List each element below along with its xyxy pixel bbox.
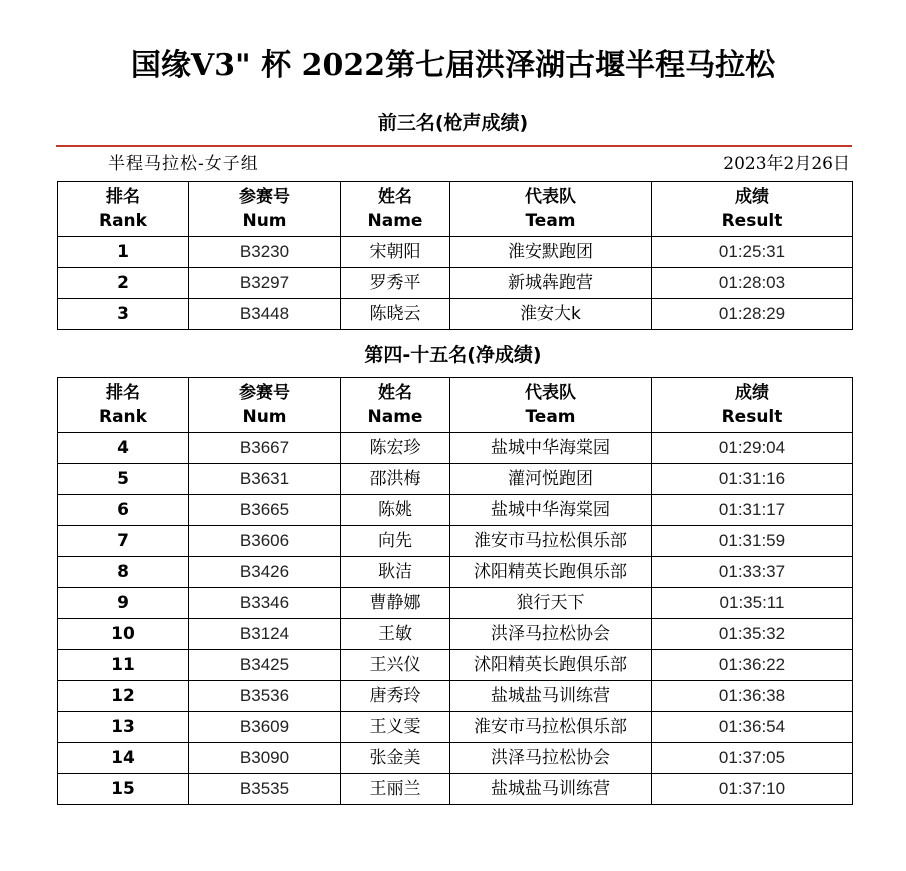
result-cell: 01:31:16	[652, 464, 853, 495]
section-title-top3: 前三名(枪声成绩)	[377, 112, 529, 134]
team-cell: 沭阳精英长跑俱乐部	[450, 557, 652, 588]
num-cell: B3297	[189, 268, 341, 299]
table-row	[58, 588, 853, 619]
name-cell: 宋朝阳	[341, 237, 450, 268]
result-cell: 01:36:54	[652, 712, 853, 743]
num-cell: B3535	[189, 774, 341, 805]
name-cell: 陈晓云	[341, 299, 450, 330]
result-cell: 01:37:05	[652, 743, 853, 774]
name-cell: 向先	[341, 526, 450, 557]
result-cell: 01:29:04	[652, 433, 853, 464]
team-cell: 盐城盐马训练营	[450, 774, 652, 805]
rank-cell: 9	[58, 588, 189, 619]
rank-cell: 5	[58, 464, 189, 495]
rank-cell: 2	[58, 268, 189, 299]
team-cell: 新城犇跑营	[450, 268, 652, 299]
result-header: 成绩 Result	[652, 182, 853, 237]
team-cell: 洪泽马拉松协会	[450, 743, 652, 774]
result-cell: 01:36:22	[652, 650, 853, 681]
table-row	[58, 650, 853, 681]
name-header: 姓名 Name	[341, 182, 450, 237]
table-row	[58, 464, 853, 495]
result-cell: 01:31:59	[652, 526, 853, 557]
team-cell: 盐城中华海棠园	[450, 495, 652, 526]
num-cell: B3606	[189, 526, 341, 557]
num-header: 参赛号 Num	[189, 182, 341, 237]
rest-table	[57, 377, 853, 805]
num-cell: B3448	[189, 299, 341, 330]
team-cell: 淮安大k	[450, 299, 652, 330]
group-label: 半程马拉松-女子组	[108, 154, 259, 174]
team-cell: 淮安市马拉松俱乐部	[450, 712, 652, 743]
table-row	[58, 237, 853, 268]
table-row	[58, 526, 853, 557]
result-cell: 01:31:17	[652, 495, 853, 526]
num-cell: B3425	[189, 650, 341, 681]
result-cell: 01:35:32	[652, 619, 853, 650]
num-cell: B3090	[189, 743, 341, 774]
rank-cell: 6	[58, 495, 189, 526]
num-cell: B3536	[189, 681, 341, 712]
team-cell: 狼行天下	[450, 588, 652, 619]
num-cell: B3667	[189, 433, 341, 464]
num-cell: B3631	[189, 464, 341, 495]
team-header: 代表队 Team	[450, 182, 652, 237]
rank-header: 排名 Rank	[58, 378, 189, 433]
team-cell: 灌河悦跑团	[450, 464, 652, 495]
num-cell: B3346	[189, 588, 341, 619]
header-row	[58, 378, 853, 433]
name-cell: 王兴仪	[341, 650, 450, 681]
name-cell: 陈宏珍	[341, 433, 450, 464]
table-row	[58, 712, 853, 743]
table-row	[58, 299, 853, 330]
section-title-rest: 第四-十五名(净成绩)	[364, 344, 542, 366]
result-cell: 01:37:10	[652, 774, 853, 805]
result-cell: 01:28:29	[652, 299, 853, 330]
result-cell: 01:25:31	[652, 237, 853, 268]
result-cell: 01:35:11	[652, 588, 853, 619]
rank-cell: 4	[58, 433, 189, 464]
team-cell: 洪泽马拉松协会	[450, 619, 652, 650]
rank-cell: 8	[58, 557, 189, 588]
header-row	[58, 182, 853, 237]
rank-cell: 10	[58, 619, 189, 650]
name-cell: 唐秀玲	[341, 681, 450, 712]
result-cell: 01:28:03	[652, 268, 853, 299]
team-cell: 沭阳精英长跑俱乐部	[450, 650, 652, 681]
table-row	[58, 557, 853, 588]
team-header: 代表队 Team	[450, 378, 652, 433]
result-cell: 01:36:38	[652, 681, 853, 712]
num-cell: B3609	[189, 712, 341, 743]
rank-cell: 14	[58, 743, 189, 774]
name-cell: 曹静娜	[341, 588, 450, 619]
team-cell: 淮安市马拉松俱乐部	[450, 526, 652, 557]
num-cell: B3665	[189, 495, 341, 526]
rank-cell: 3	[58, 299, 189, 330]
name-header: 姓名 Name	[341, 378, 450, 433]
rank-cell: 12	[58, 681, 189, 712]
table-row	[58, 495, 853, 526]
date-label: 2023年2月26日	[723, 154, 850, 174]
team-cell: 盐城中华海棠园	[450, 433, 652, 464]
top3-table	[57, 181, 853, 330]
result-header: 成绩 Result	[652, 378, 853, 433]
page-title: 国缘V3" 杯 2022第七届洪泽湖古堰半程马拉松	[130, 48, 776, 83]
name-cell: 耿洁	[341, 557, 450, 588]
name-cell: 王丽兰	[341, 774, 450, 805]
table-row	[58, 268, 853, 299]
team-cell: 淮安默跑团	[450, 237, 652, 268]
num-cell: B3124	[189, 619, 341, 650]
num-header: 参赛号 Num	[189, 378, 341, 433]
table-row	[58, 433, 853, 464]
name-cell: 王义雯	[341, 712, 450, 743]
rank-cell: 7	[58, 526, 189, 557]
rank-cell: 15	[58, 774, 189, 805]
rank-cell: 1	[58, 237, 189, 268]
table-row	[58, 619, 853, 650]
red-divider	[56, 145, 852, 147]
table-row	[58, 774, 853, 805]
name-cell: 王敏	[341, 619, 450, 650]
team-cell: 盐城盐马训练营	[450, 681, 652, 712]
result-cell: 01:33:37	[652, 557, 853, 588]
num-cell: B3230	[189, 237, 341, 268]
table-row	[58, 743, 853, 774]
table-row	[58, 681, 853, 712]
rank-cell: 11	[58, 650, 189, 681]
name-cell: 罗秀平	[341, 268, 450, 299]
rank-header: 排名 Rank	[58, 182, 189, 237]
name-cell: 张金美	[341, 743, 450, 774]
name-cell: 陈姚	[341, 495, 450, 526]
rank-cell: 13	[58, 712, 189, 743]
num-cell: B3426	[189, 557, 341, 588]
name-cell: 邵洪梅	[341, 464, 450, 495]
